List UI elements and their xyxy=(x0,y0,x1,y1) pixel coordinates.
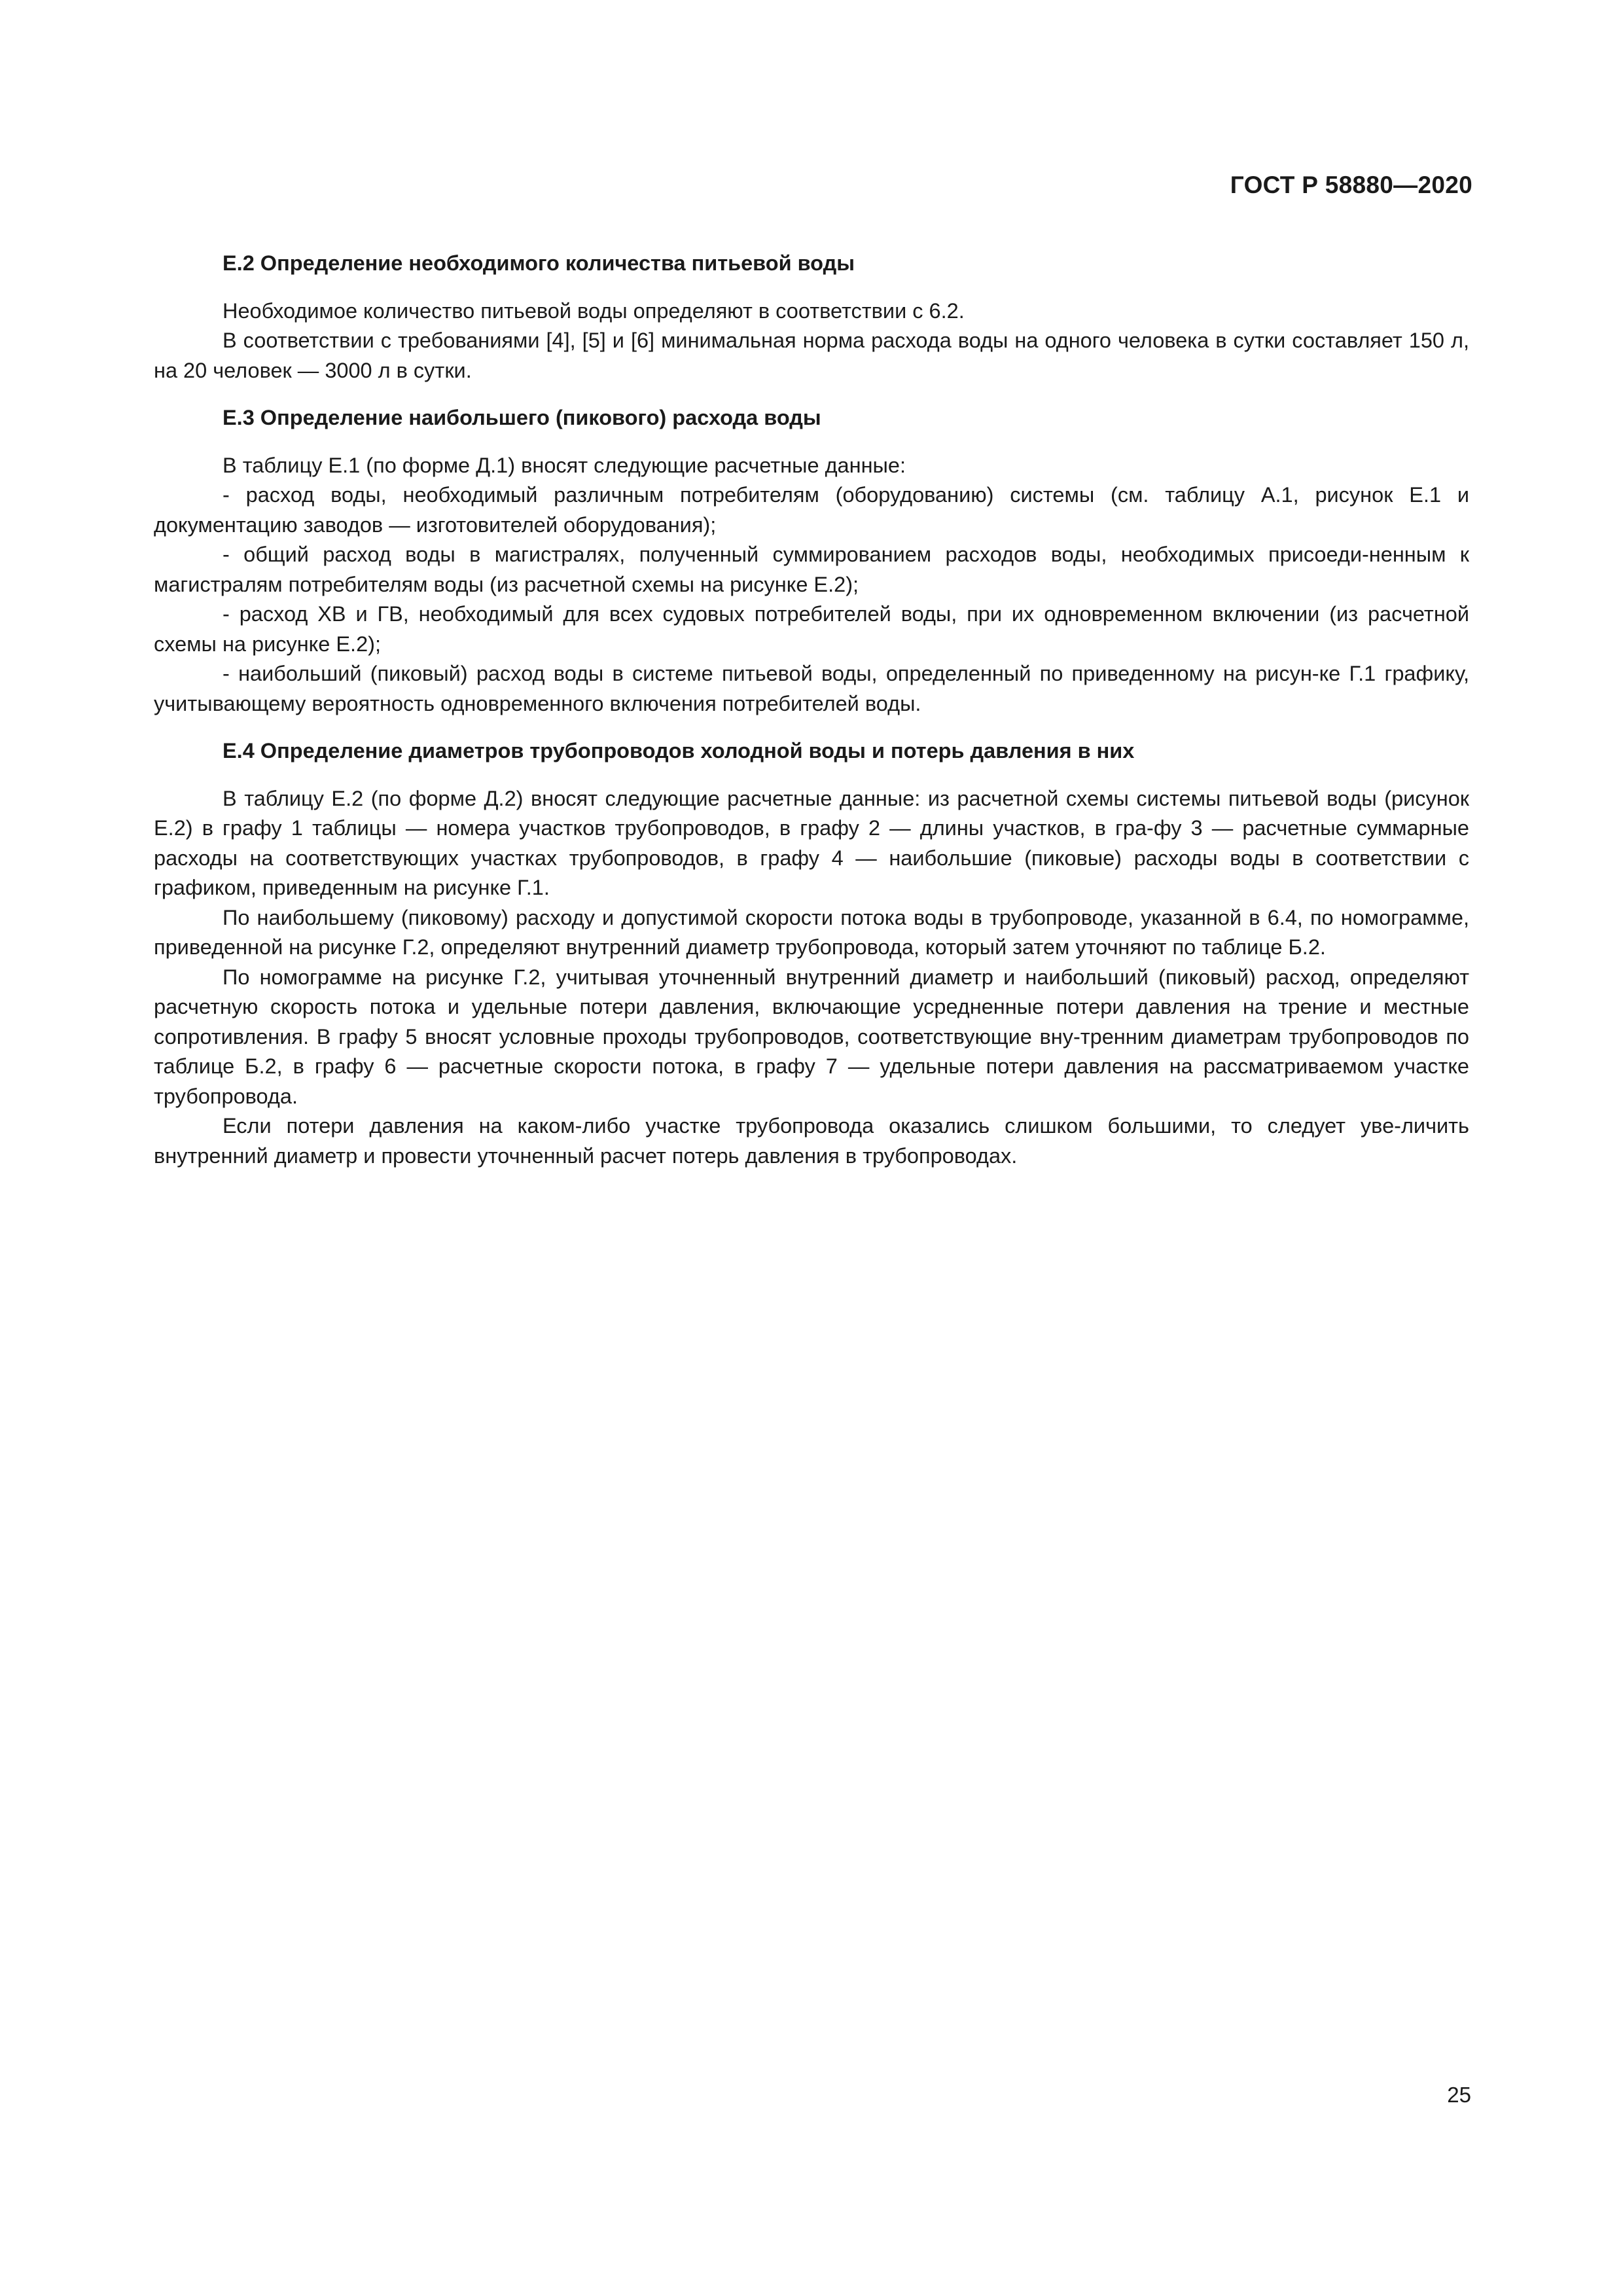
paragraph: В таблицу Е.1 (по форме Д.1) вносят следующие расчетные данные: xyxy=(223,453,906,477)
section-heading: Е.2 Определение необходимого количества питьевой воды xyxy=(223,251,855,275)
section-heading: Е.3 Определение наибольшего (пикового) расхода воды xyxy=(223,406,821,429)
paragraph: В соответствии с требованиями [4], [5] и [6] минимальная норма расхода воды на одного человека в сутки составляет 150 л, на 20 человек — 3000 л в сутки. xyxy=(154,329,1469,382)
paragraph: В таблицу Е.2 (по форме Д.2) вносят следующие расчетные данные: из расчетной схемы системы питьевой воды (рисунок Е.2) в графу 1 таблицы — номера участков трубопроводов, в графу 2 — длины участков, в гра-фу 3 — расчетные суммарные расходы на соответствующих участках трубопроводов, в графу 4 — наибольшие (пиковые) расходы воды в соответствии с графиком, приведенным на рисунке Г.1. xyxy=(154,786,1469,899)
paragraph: Необходимое количество питьевой воды определяют в соответствии с 6.2. xyxy=(223,298,965,323)
section-e3 xyxy=(154,403,1469,719)
document-body xyxy=(154,249,1469,1189)
section-e2 xyxy=(154,249,1469,386)
section-e4 xyxy=(154,736,1469,1171)
list-item: - расход ХВ и ГВ, необходимый для всех судовых потребителей воды, при их одновременном включении (из расчетной схемы на рисунке Е.2); xyxy=(154,602,1469,656)
paragraph: По наибольшему (пиковому) расходу и допустимой скорости потока воды в трубопроводе, указанной в 6.4, по номограмме, приведенной на рисунке Г.2, определяют внутренний диаметр трубопровода, который затем уточняют по таблице Б.2. xyxy=(154,905,1469,959)
paragraph: По номограмме на рисунке Г.2, учитывая уточненный внутренний диаметр и наибольший (пиковый) расход, определяют расчетную скорость потока и удельные потери давления, включающие усредненные потери давления на трение и местные сопротивления. В графу 5 вносят условные проходы трубопроводов, соответствующие вну-тренним диаметрам трубопроводов по таблице Б.2, в графу 6 — расчетные скорости потока, в графу 7 — удельные потери давления на рассматриваемом участке трубопровода. xyxy=(154,965,1469,1108)
section-heading: Е.4 Определение диаметров трубопроводов холодной воды и потерь давления в них xyxy=(223,739,1135,762)
list-item: - расход воды, необходимый различным потребителям (оборудованию) системы (см. таблицу А.1, рисунок Е.1 и документацию заводов — изготовителей оборудования); xyxy=(154,483,1469,537)
list-item: - общий расход воды в магистралях, полученный суммированием расходов воды, необходимых присоеди-ненным к магистралям потребителям воды (из расчетной схемы на рисунке Е.2); xyxy=(154,543,1469,596)
paragraph: Если потери давления на каком-либо участке трубопровода оказались слишком большими, то следует уве-личить внутренний диаметр и провести уточненный расчет потерь давления в трубопроводах. xyxy=(154,1114,1469,1168)
document-number-header: ГОСТ Р 58880—2020 xyxy=(1230,171,1472,198)
page-number: 25 xyxy=(1447,2083,1471,2107)
list-item: - наибольший (пиковый) расход воды в системе питьевой воды, определенный по приведенному на рисун-ке Г.1 графику, учитывающему вероятность одновременного включения потребителей воды. xyxy=(154,662,1469,715)
